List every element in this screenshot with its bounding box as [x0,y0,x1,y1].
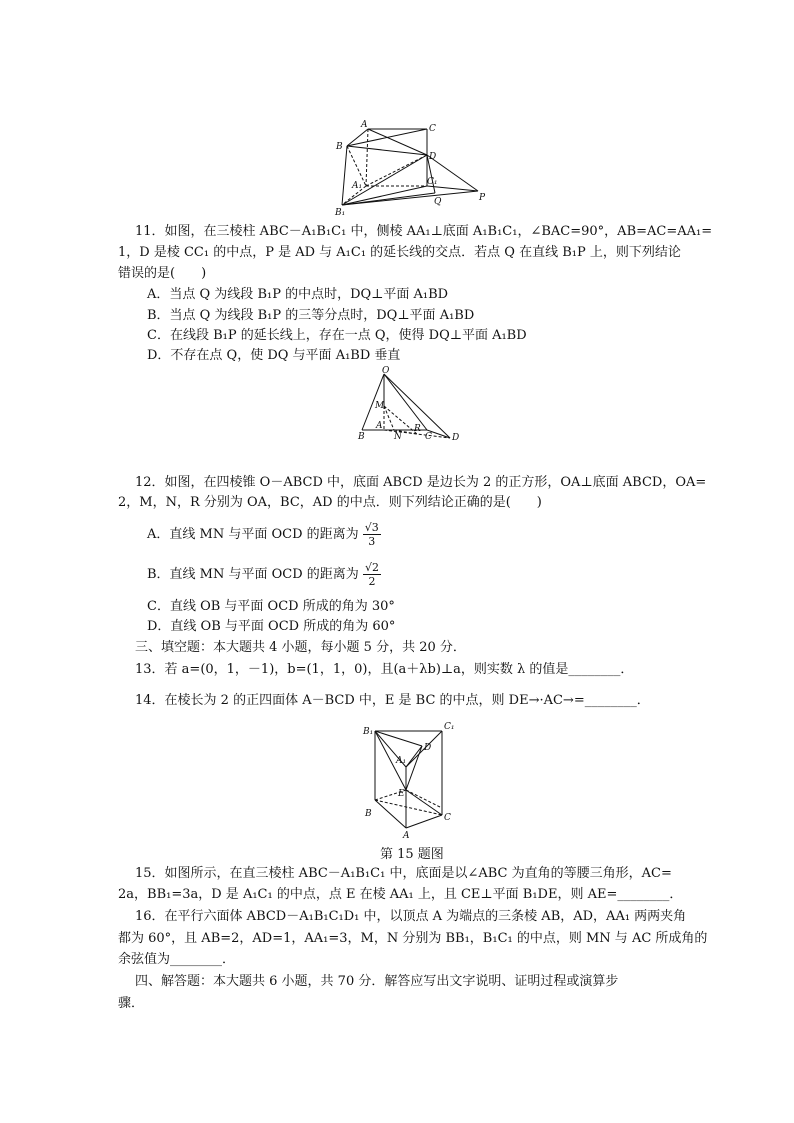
q11-option-d: D．不存在点 Q，使 DQ 与平面 A₁BD 垂直 [147,348,401,363]
q12-option-a-denominator: 3 [368,535,376,548]
q16-line-3: 余弦值为________． [118,952,236,967]
q13: 13．若 a=(0，1，－1)，b=(1，1，0)，且(a＋λb)⊥a，则实数 λ 的值是________． [135,662,634,677]
fig3-label-e: E [398,789,405,799]
fig3-label-b1: B₁ [363,727,374,737]
fig3-label-a1: A₁ [396,756,407,766]
q12-option-d: D．直线 OB 与平面 OCD 所成的角为 60° [147,619,396,634]
fig2-label-o: O [382,366,390,376]
section-4-heading-cont: 骤． [118,996,145,1011]
fig2-label-a: A [376,421,383,431]
fig1-label-q: Q [434,197,442,207]
q11-option-b: B．当点 Q 为线段 B₁P 的三等分点时，DQ⊥平面 A₁BD [147,308,475,323]
fig2-label-d: D [452,433,460,443]
q11-option-c: C．在线段 B₁P 的延长线上，存在一点 Q，使得 DQ⊥平面 A₁BD [147,328,527,343]
fig3-label-d: D [424,743,432,753]
fig1-label-p: P [479,193,486,203]
q12-option-b-numerator: √2 [364,561,379,574]
fig1-label-a: A [361,120,368,130]
q11-line-3: 错误的是( ) [118,266,207,281]
fig2-label-m: M [375,401,385,411]
fig3-label-a: A [403,831,410,840]
fig2-label-b: B [358,432,365,442]
fig2-label-c: C [425,432,432,442]
q15-line-1: 15．如图所示，在直三棱柱 ABC－A₁B₁C₁ 中，底面是以∠ABC 为直角的等腰三角形，AC= [135,866,672,881]
q16-line-1: 16．在平行六面体 ABCD－A₁B₁C₁D₁ 中，以顶点 A 为端点的三条棱 AB，AD，AA₁ 两两夹角 [135,909,687,924]
fig1-label-d: D [429,152,437,162]
q12-option-a-numerator: √3 [364,521,379,534]
q12-option-b [147,560,381,590]
fig1-label-c1: C₁ [427,177,438,187]
fig3-label-c1: C₁ [444,722,455,732]
figure-q12-pyramid [350,366,470,444]
q11-line-2: 1，D 是棱 CC₁ 的中点，P 是 AD 与 A₁C₁ 的延长线的交点．若点 Q 在直线 B₁P 上，则下列结论 [118,245,681,260]
q12-option-a-text: A．直线 MN 与平面 OCD 的距离为 [147,527,359,542]
q12-option-a [147,520,381,550]
q12-line-1: 12．如图，在四棱锥 O－ABCD 中，底面 ABCD 是边长为 2 的正方形，OA⊥底面 ABCD，OA= [135,475,707,490]
q12-option-b-text: B．直线 MN 与平面 OCD 的距离为 [147,567,359,582]
q12-option-c: C．直线 OB 与平面 OCD 所成的角为 30° [147,599,395,614]
fig1-label-b: B [336,142,343,152]
figure-q15-prism [362,718,462,840]
section-3-heading: 三、填空题：本大题共 4 小题，每小题 5 分，共 20 分． [135,640,466,655]
figure-q15-caption: 第 15 题图 [380,847,444,862]
q14: 14．在棱长为 2 的正四面体 A－BCD 中，E 是 BC 的中点，则 DE→·AC→=________． [135,693,650,708]
fig2-label-n: N [394,432,402,442]
section-4-heading: 四、解答题：本大题共 6 小题，共 70 分．解答应写出文字说明、证明过程或演算步 [135,974,619,989]
fig3-label-b: B [365,809,372,819]
figure-q11-prism [330,118,500,218]
q11-option-a: A．当点 Q 为线段 B₁P 的中点时，DQ⊥平面 A₁BD [147,287,449,302]
q15-line-2: 2a，BB₁=3a，D 是 A₁C₁ 的中点，点 E 在棱 AA₁ 上，且 CE⊥平面 B₁DE，则 AE=________． [118,887,683,902]
q11-line-1: 11．如图，在三棱柱 ABC－A₁B₁C₁ 中，侧棱 AA₁⊥底面 A₁B₁C₁，∠BAC=90°，AB=AC=AA₁= [135,224,713,239]
fig1-label-c: C [429,124,436,134]
q12-option-b-fraction [363,561,381,588]
fig3-label-c: C [444,813,451,823]
fig2-label-r: R [414,424,421,434]
q12-line-2: 2，M，N，R 分别为 OA，BC，AD 的中点．则下列结论正确的是( ) [118,495,542,510]
q12-option-b-denominator: 2 [368,575,376,588]
q12-option-a-fraction [363,521,381,548]
q16-line-2: 都为 60°，且 AB=2，AD=1，AA₁=3，M，N 分别为 BB₁，B₁C₁ 的中点，则 MN 与 AC 所成角的 [118,931,708,946]
fig1-label-b1: B₁ [335,208,346,218]
fig1-label-a1: A₁ [352,181,363,191]
